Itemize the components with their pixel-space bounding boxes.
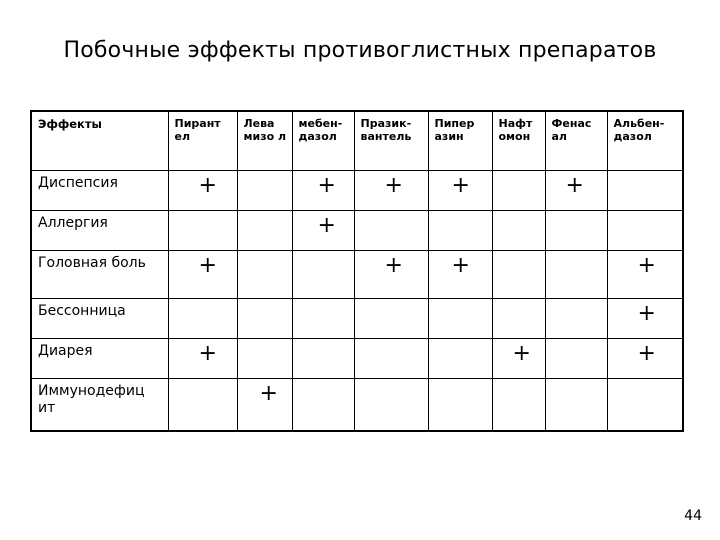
table-cell [492,379,545,431]
table-cell [545,299,607,339]
table-cell [292,211,354,251]
table-cell [168,339,237,379]
effect-label: Диспепсия [38,175,118,191]
plus-mark: + [565,173,584,198]
table-cell [607,251,683,299]
table-cell [168,379,237,431]
effect-cell [31,211,168,251]
column-header [492,111,545,171]
effect-label: Аллергия [38,215,108,231]
table-cell [607,171,683,211]
table-cell [492,339,545,379]
plus-mark: + [259,381,278,406]
column-header [31,111,168,171]
column-header [237,111,292,171]
table-cell [354,251,428,299]
page-title: Побочные эффекты противоглистных препаратов [63,38,657,63]
table-cell [168,211,237,251]
side-effects-table [30,110,684,432]
effect-cell [31,171,168,211]
table-cell [492,251,545,299]
page-number: 44 [684,508,702,524]
effect-label: Иммунодефиц ит [38,383,145,416]
column-header-label: Лева мизо л [243,117,287,143]
table-cell [607,379,683,431]
table-cell [545,251,607,299]
table-body [31,171,683,431]
table-cell [607,211,683,251]
table-row [31,299,683,339]
plus-mark: + [512,341,531,366]
table-row [31,339,683,379]
table-cell [607,299,683,339]
table-cell [428,379,492,431]
table-cell [354,171,428,211]
table-cell [492,171,545,211]
plus-mark: + [637,301,656,326]
table-cell [237,379,292,431]
plus-mark: + [317,173,336,198]
column-header [545,111,607,171]
table-row [31,251,683,299]
column-header-label: Празик- вантель [360,117,412,143]
table-cell [607,339,683,379]
column-header [168,111,237,171]
table-cell [237,171,292,211]
column-header-label: Нафт омон [498,117,533,143]
table-cell [292,171,354,211]
plus-mark: + [637,253,656,278]
table-cell [237,299,292,339]
plus-mark: + [384,253,403,278]
table-row [31,211,683,251]
effect-cell [31,251,168,299]
table-cell [428,251,492,299]
table-cell [354,339,428,379]
table-cell [545,379,607,431]
table-cell [354,379,428,431]
column-header-label: мебен- дазол [298,117,343,143]
table-cell [354,299,428,339]
table-cell [428,171,492,211]
table-cell [492,211,545,251]
table-cell [237,339,292,379]
plus-mark: + [198,173,217,198]
table-cell [545,211,607,251]
table-cell [168,251,237,299]
table-cell [492,299,545,339]
table-cell [545,171,607,211]
table-cell [168,299,237,339]
table-cell [292,299,354,339]
column-header [607,111,683,171]
plus-mark: + [317,213,336,238]
table-cell [237,211,292,251]
column-header-label: Пипер азин [434,117,475,143]
effect-label: Головная боль [38,255,146,271]
table-row [31,379,683,431]
table-cell [292,379,354,431]
table-cell [545,339,607,379]
plus-mark: + [198,253,217,278]
column-header [428,111,492,171]
table-row [31,171,683,211]
effect-cell [31,339,168,379]
column-header-label: Эффекты [38,117,102,131]
table-cell [354,211,428,251]
column-header [292,111,354,171]
table-cell [428,299,492,339]
column-header-label: Альбен- дазол [613,117,665,143]
plus-mark: + [637,341,656,366]
effect-cell [31,379,168,431]
effect-cell [31,299,168,339]
plus-mark: + [384,173,403,198]
effect-label: Бессонница [38,303,126,319]
effect-label: Диарея [38,343,93,359]
table-cell [292,251,354,299]
table-cell [428,211,492,251]
plus-mark: + [451,173,470,198]
table-cell [292,339,354,379]
column-header-label: Пирант ел [174,117,221,143]
plus-mark: + [198,341,217,366]
table-cell [237,251,292,299]
column-header-label: Фенас ал [551,117,592,143]
table-cell [168,171,237,211]
table-cell [428,339,492,379]
plus-mark: + [451,253,470,278]
column-header [354,111,428,171]
header-row [31,111,683,171]
